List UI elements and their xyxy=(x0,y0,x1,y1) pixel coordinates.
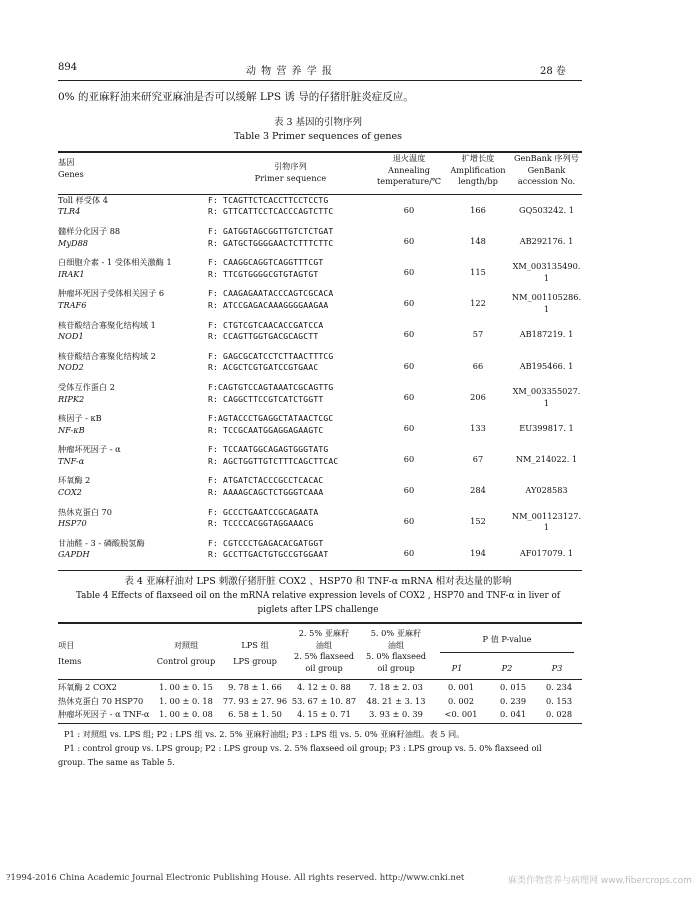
primer-forward: F: CAAGAGAATACCCAGTCGCACA xyxy=(208,289,334,299)
header-f25-cn1: 2. 5% 亚麻籽 xyxy=(298,628,350,638)
header-f25-cn2: 油组 xyxy=(315,639,333,650)
primer-forward: F: GCCCTGAATCCGCAGAATA xyxy=(208,507,319,517)
primer-reverse: R: GTTCATTCCTCACCCAGTCTTC xyxy=(208,207,334,217)
header-lps-en: LPS group xyxy=(233,655,277,666)
primer-forward: F: GATGGTAGCGGTTGTCTCTGAT xyxy=(208,226,334,236)
genbank-accession: AB292176. 1 xyxy=(519,235,574,246)
gene-symbol: NF-κB xyxy=(58,424,85,435)
header-amp-en1: Amplification xyxy=(450,164,506,175)
annealing-temp: 60 xyxy=(403,266,415,277)
primer-reverse: R: AAAAGCAGCTCTGGGTCAAA xyxy=(208,488,324,498)
table3-header xyxy=(58,153,582,188)
table3-row xyxy=(58,382,582,413)
gene-name-cn: 白细胞介素 - 1 受体相关激酶 1 xyxy=(58,257,172,268)
table4-cell-f25: 4. 15 ± 0. 71 xyxy=(297,709,351,719)
gene-name-cn: 肿瘤坏死因子 - α xyxy=(58,444,121,455)
gene-symbol: RIPK2 xyxy=(58,393,85,404)
table3-row xyxy=(58,475,582,506)
table4-caption-en1: Table 4 Effects of flaxseed oil on the mRNA relative expression levels of COX2 , HSP70 and TNF-α in liver of xyxy=(75,591,561,601)
table4-cell-p3: 0. 028 xyxy=(545,709,573,719)
journal-title: 动 物 营 养 学 报 xyxy=(246,66,333,77)
table3 xyxy=(58,153,582,571)
amplification-length: 194 xyxy=(470,547,486,558)
table4-cell-p3: 0. 153 xyxy=(545,695,573,706)
primer-reverse: R: TCCCCACGGTAGGAAACG xyxy=(208,519,314,529)
genbank-accession: XM_003135490. 1 xyxy=(512,261,581,283)
gene-name-cn: Toll 样受体 4 xyxy=(58,194,108,205)
gene-name-cn: 髓样分化因子 88 xyxy=(58,225,121,236)
table4-cell-ctrl: 1. 00 ± 0. 15 xyxy=(159,682,213,692)
table3-row xyxy=(58,226,582,257)
gene-symbol: HSP70 xyxy=(58,518,87,529)
primer-reverse: R: ATCCGAGACAAAGGGGAAGAA xyxy=(208,300,329,310)
header-f25-en1: 2. 5% flaxseed xyxy=(293,651,355,661)
gene-symbol: NOD2 xyxy=(58,362,84,373)
primer-forward: F: CTGTCGTCAACACCGATCCA xyxy=(208,320,324,330)
table4-cell-p2: 0. 239 xyxy=(500,695,527,706)
table4-cell-f25: 4. 12 ± 0. 88 xyxy=(297,682,351,692)
gene-name-cn: 甘油醛 - 3 - 磷酸脱氢酶 xyxy=(58,537,145,548)
header-ctrl-en: Control group xyxy=(156,655,216,666)
gene-name-cn: 核苷酸结合寡聚化结构域 2 xyxy=(58,350,156,361)
table4-cell-f25: 53. 67 ± 10. 87 xyxy=(291,695,357,706)
header-gene-en: Genes xyxy=(58,168,84,179)
genbank-accession: NM_001123127. 1 xyxy=(511,510,582,533)
primer-forward: F: ATGATCTACCCGCCTCACAC xyxy=(208,476,324,486)
table3-row xyxy=(58,288,582,319)
table4-cell-f50: 7. 18 ± 2. 03 xyxy=(369,682,423,692)
table4-row xyxy=(58,707,582,721)
amplification-length: 57 xyxy=(472,329,484,340)
header-genbank-en1: GenBank xyxy=(527,164,566,175)
table4-cell-lps: 9. 78 ± 1. 66 xyxy=(228,682,282,692)
table3-row xyxy=(58,320,582,351)
table3-row xyxy=(58,413,582,444)
primer-forward: F: CGTCCCTGAGACACGATGGT xyxy=(208,538,324,548)
header-genbank-en2: accession No. xyxy=(517,176,576,187)
header-primer-cn: 引物序列 xyxy=(274,162,307,171)
gene-symbol: IRAK1 xyxy=(58,268,85,279)
gene-symbol: NOD1 xyxy=(58,331,84,342)
primer-reverse: R: TCCGCAATGGAGGAGAAGTC xyxy=(208,425,324,435)
annealing-temp: 60 xyxy=(403,235,415,246)
table4-note-en2: group. The same as Table 5. xyxy=(58,756,175,767)
table3-row xyxy=(58,444,582,475)
table4-cell-p1: 0. 001 xyxy=(448,682,475,692)
page-number: 894 xyxy=(58,62,78,73)
amplification-length: 166 xyxy=(470,204,486,215)
genbank-accession: AB187219. 1 xyxy=(519,329,574,340)
gene-symbol: TLR4 xyxy=(58,206,81,217)
table3-row xyxy=(58,351,582,382)
annealing-temp: 60 xyxy=(403,204,415,215)
genbank-accession: AB195466. 1 xyxy=(519,360,574,371)
gene-symbol: COX2 xyxy=(58,487,82,498)
annealing-temp: 60 xyxy=(403,422,415,433)
table3-row xyxy=(58,538,582,569)
amplification-length: 66 xyxy=(472,360,484,371)
table3-caption-cn: 表 3 基因的引物序列 xyxy=(273,117,363,128)
table4-cell-p3: 0. 234 xyxy=(545,682,573,692)
annealing-temp: 60 xyxy=(403,360,415,371)
table4-cell-item: 热休克蛋白 70 HSP70 xyxy=(58,695,144,706)
primer-reverse: R: AGCTGGTTGTCTTTCAGCTTCAC xyxy=(208,456,339,466)
table4-cell-p1: 0. 002 xyxy=(448,695,475,706)
genbank-accession: NM_001105286. 1 xyxy=(511,292,582,314)
primer-forward: F: TCAGTTCTCACCTTCCTCCTG xyxy=(208,195,329,205)
gene-name-cn: 核苷酸结合寡聚化结构域 1 xyxy=(58,319,156,330)
genbank-accession: AY028583 xyxy=(525,485,568,496)
amplification-length: 133 xyxy=(470,422,486,433)
table3-row xyxy=(58,257,582,288)
primer-forward: F: TCCAATGGCAGAGTGGGTATG xyxy=(208,445,329,455)
primer-reverse: R: TTCGTGGGGCGTGTAGTGT xyxy=(208,269,319,279)
annealing-temp: 60 xyxy=(403,329,415,340)
header-f25-en2: oil group xyxy=(305,662,343,673)
watermark-text: 麻类作物营养与病理网 www.fibercrops.com xyxy=(508,876,692,886)
volume-label: 28 卷 xyxy=(540,66,566,77)
header-primer-en: Primer sequence xyxy=(254,173,327,183)
primer-forward: F:CAGTGTCCAGTAAATCGCAGTTG xyxy=(208,382,334,392)
gene-name-cn: 热休克蛋白 70 xyxy=(58,506,112,517)
primer-forward: F:AGTACCCTGAGGCTATAACTCGC xyxy=(208,414,334,424)
table4-caption-cn: 表 4 亚麻籽油对 LPS 刺激仔猪肝脏 COX2 、HSP70 和 TNF-α mRNA 相对表达量的影响 xyxy=(124,576,512,587)
table4-header xyxy=(58,626,582,674)
header-f50-cn1: 5. 0% 亚麻籽 xyxy=(370,628,422,638)
annealing-temp: 60 xyxy=(403,391,415,402)
table4-cell-lps: 6. 58 ± 1. 50 xyxy=(228,709,282,719)
gene-name-cn: 核因子 - κB xyxy=(58,413,102,424)
amplification-length: 148 xyxy=(470,235,486,246)
table4-row xyxy=(58,694,582,708)
annealing-temp: 60 xyxy=(403,454,415,465)
genbank-accession: EU399817. 1 xyxy=(519,422,574,433)
annealing-temp: 60 xyxy=(403,298,415,309)
genbank-accession: AF017079. 1 xyxy=(519,547,574,558)
header-pvalue: P 值 P-value xyxy=(440,634,574,653)
amplification-length: 152 xyxy=(470,516,486,527)
header-amp-cn: 扩增长度 xyxy=(461,153,495,163)
table4-cell-p2: 0. 041 xyxy=(500,709,527,719)
genbank-accession: NM_214022. 1 xyxy=(515,454,578,465)
table4-bottom-rule xyxy=(58,723,582,724)
gene-name-cn: 受体互作蛋白 2 xyxy=(58,381,115,392)
primer-reverse: R: CCAGTTGGTGACGCAGCTT xyxy=(208,332,319,342)
primer-forward: F: GAGCGCATCCTCTTAACTTTCG xyxy=(208,351,334,361)
table4-top-rule xyxy=(58,622,582,624)
amplification-length: 115 xyxy=(470,266,486,277)
annealing-temp: 60 xyxy=(403,485,415,496)
header-p3: P3 xyxy=(551,662,563,673)
gene-name-cn: 环氧酶 2 xyxy=(58,475,91,486)
primer-reverse: R: GATGCTGGGGAACTCTTTCTTC xyxy=(208,238,334,248)
header-anneal-en1: Annealing xyxy=(388,164,430,175)
gene-symbol: TRAF6 xyxy=(58,299,87,310)
primer-forward: F: CAAGGCAGGTCAGGTTTCGT xyxy=(208,258,324,268)
table4-cell-item: 肿瘤坏死因子 - α TNF-α xyxy=(58,709,150,719)
gene-symbol: TNF-α xyxy=(58,455,85,466)
table3-bottom-rule xyxy=(58,570,582,571)
table3-row xyxy=(58,507,582,538)
table4-caption-en2: piglets after LPS challenge xyxy=(257,605,379,615)
table4-cell-p1: <0. 001 xyxy=(444,709,478,719)
header-gene-cn: 基因 xyxy=(58,157,75,167)
table4-cell-f50: 48. 21 ± 3. 13 xyxy=(366,695,426,706)
intro-line: 0% 的亚麻籽油来研究亚麻油是否可以缓解 LPS 诱 导的仔猪肝脏炎症反应。 xyxy=(58,91,414,103)
amplification-length: 122 xyxy=(470,298,486,309)
gene-symbol: MyD88 xyxy=(58,237,88,248)
table4-cell-lps: 77. 93 ± 27. 96 xyxy=(222,695,288,706)
gene-symbol: GAPDH xyxy=(58,549,90,560)
header-item-en: Items xyxy=(58,655,82,666)
gene-name-cn: 肿瘤坏死因子受体相关因子 6 xyxy=(58,288,165,299)
header-genbank-cn: GenBank 序列号 xyxy=(514,153,579,163)
header-lps-cn: LPS 组 xyxy=(241,640,269,650)
table4 xyxy=(58,626,582,769)
header-f50-en1: 5. 0% flaxseed xyxy=(365,651,427,661)
annealing-temp: 60 xyxy=(403,547,415,558)
table4-note-cn: P1 : 对照组 vs. LPS 组; P2 : LPS 组 vs. 2. 5% 亚麻籽油组; P3 : LPS 组 vs. 5. 0% 亚麻籽油组。表 5 同。 xyxy=(64,728,465,739)
table4-cell-p2: 0. 015 xyxy=(500,682,527,692)
header-p1: P1 xyxy=(451,662,463,673)
genbank-accession: XM_003355027. 1 xyxy=(512,385,581,408)
genbank-accession: GQ503242. 1 xyxy=(519,204,574,215)
table4-cell-f50: 3. 93 ± 0. 39 xyxy=(369,709,423,719)
header-p2: P2 xyxy=(501,662,513,673)
primer-reverse: R: ACGCTCGTGATCCGTGAAC xyxy=(208,363,319,373)
amplification-length: 284 xyxy=(470,485,486,496)
header-ctrl-cn: 对照组 xyxy=(173,640,199,650)
table3-row xyxy=(58,194,582,226)
header-rule xyxy=(58,80,582,81)
header-amp-en2: length/bp xyxy=(458,176,498,187)
table4-row xyxy=(58,680,582,694)
table3-caption-en: Table 3 Primer sequences of genes xyxy=(233,131,403,142)
amplification-length: 67 xyxy=(472,454,484,465)
header-f50-en2: oil group xyxy=(377,662,415,673)
primer-reverse: R: CAGGCTTCCGTCATCTGGTT xyxy=(208,394,324,404)
header-f50-cn2: 油组 xyxy=(387,639,405,650)
header-anneal-cn: 退火温度 xyxy=(392,153,426,163)
primer-reverse: R: GCCTTGACTGTGCCGTGGAAT xyxy=(208,550,329,560)
header-item-cn: 项目 xyxy=(58,640,75,650)
copyright-footer: ?1994-2016 China Academic Journal Electronic Publishing House. All rights reserved. http://www.cnki.net xyxy=(6,873,465,883)
table4-cell-ctrl: 1. 00 ± 0. 18 xyxy=(159,695,213,706)
table4-cell-item: 环氧酶 2 COX2 xyxy=(58,682,117,692)
amplification-length: 206 xyxy=(470,391,486,402)
header-anneal-en2: temperature/℃ xyxy=(376,176,442,187)
table4-note-en1: P1 : control group vs. LPS group; P2 : LPS group vs. 2. 5% flaxseed oil group; P3 : LPS group vs. 5. 0% flaxseed oil xyxy=(64,742,542,753)
annealing-temp: 60 xyxy=(403,516,415,527)
table4-cell-ctrl: 1. 00 ± 0. 08 xyxy=(159,709,213,719)
